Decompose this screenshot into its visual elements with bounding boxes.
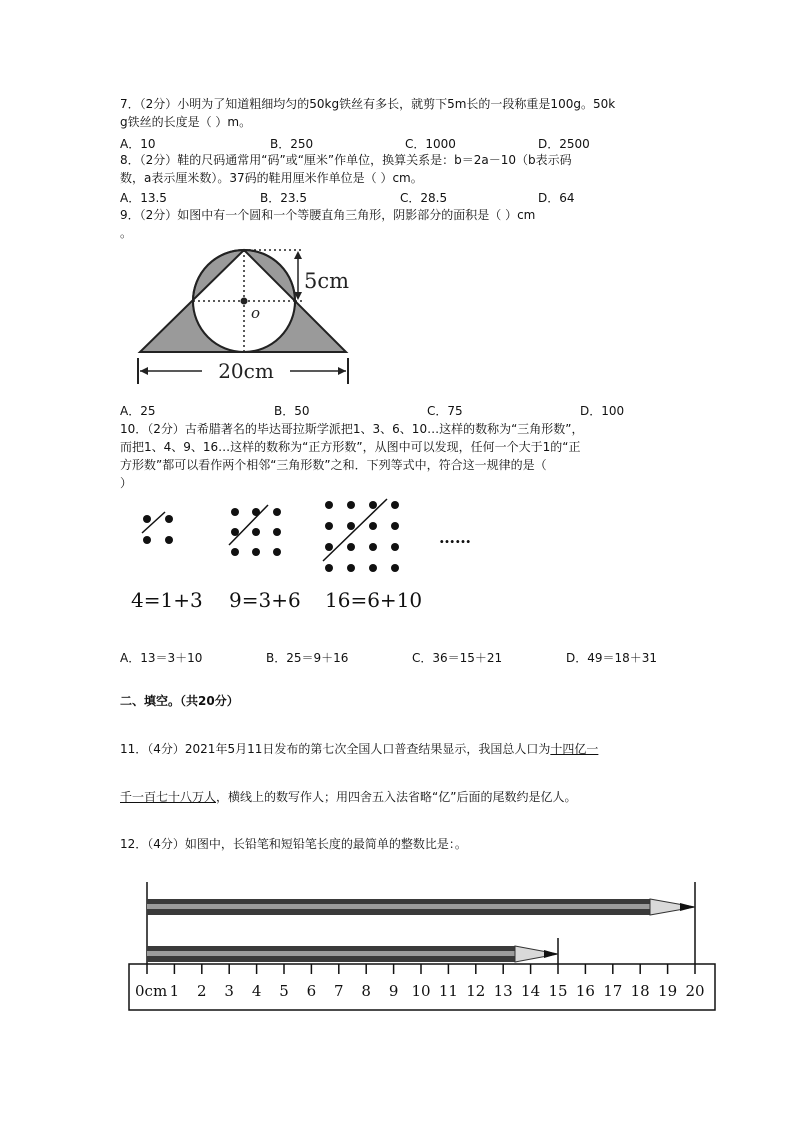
- q8-options: [120, 189, 680, 206]
- q8-option-d: D．64: [538, 191, 575, 205]
- q10-options: [120, 649, 680, 666]
- dim-arrow-right: [338, 367, 346, 375]
- q8-option-b: B．23.5: [260, 191, 307, 205]
- q9-option-a: A．25: [120, 404, 156, 418]
- q9-line1: 9．（2分）如图中有一个圆和一个等腰直角三角形，阴影部分的面积是（ ）cm: [120, 208, 536, 222]
- ruler-label-19: 19: [658, 982, 678, 1000]
- q11-line1: [120, 741, 598, 758]
- q11-part2: ，横线上的数写作人；用四舍五入法省略“亿”后面的尾数约是亿人。: [216, 790, 577, 804]
- dots-4x4: [325, 501, 399, 572]
- label-20cm: 20cm: [218, 359, 274, 383]
- q7-option-b: B．250: [270, 137, 314, 151]
- q10-line3: 方形数”都可以看作两个相邻“三角形数”之和．下列等式中，符合这一规律的是（: [120, 458, 547, 472]
- equation-1: 4=1+3: [131, 588, 203, 612]
- ruler-label-1: 1: [169, 982, 180, 1000]
- q12-text: 12．（4分）如图中，长铅笔和短铅笔长度的最简单的整数比是：。: [120, 837, 467, 851]
- q10-line4: ）: [120, 476, 133, 490]
- ruler-label-10: 10: [411, 982, 431, 1000]
- equation-3: 16=6+10: [325, 588, 423, 612]
- q10-line2: 而把1、4、9、16…这样的数称为“正方形数”，从图中可以发现，任何一个大于1的“正: [120, 440, 581, 454]
- q8-line1: 8．（2分）鞋的尺码通常用“码”或“厘米”作单位，换算关系是：b＝2a－10（b表示码: [120, 153, 572, 167]
- section-heading: 二、填空。（共20分）: [120, 694, 239, 708]
- short-pencil-lead: [544, 950, 558, 958]
- short-pencil-stripe: [147, 951, 515, 956]
- q11-part1: 11．（4分）2021年5月11日发布的第七次全国人口普查结果显示，我国总人口为: [120, 742, 551, 756]
- q12-figure: [125, 878, 720, 1014]
- q10-figure: [125, 495, 485, 620]
- long-pencil-stripe: [147, 904, 650, 909]
- q10-option-c: C．36＝15＋21: [412, 651, 503, 665]
- q7-options: [120, 135, 680, 152]
- q9-option-c: C．75: [427, 404, 463, 418]
- q7-option-a: A．10: [120, 137, 156, 151]
- ruler-label-16: 16: [575, 982, 595, 1000]
- q9-option-b: B．50: [274, 404, 310, 418]
- ruler-label-6: 6: [306, 982, 317, 1000]
- ruler-label-3: 3: [224, 982, 234, 1000]
- q9-figure: [130, 222, 370, 390]
- q11-line2: [120, 789, 576, 806]
- divider-4x4: [323, 499, 387, 561]
- q10-option-d: D．49＝18＋31: [566, 651, 658, 665]
- ruler-label-8: 8: [361, 982, 371, 1000]
- ruler-label-13: 13: [493, 982, 513, 1000]
- dim-arrow-left: [140, 367, 148, 375]
- ruler-label-12: 12: [466, 982, 486, 1000]
- q9-options: [120, 402, 680, 419]
- q7-line1: 7．（2分）小明为了知道粗细均匀的50kg铁丝有多长，就剪下5m长的一段称重是100g。50k: [120, 97, 616, 111]
- q10-option-b: B．25＝9＋16: [266, 651, 349, 665]
- label-o: o: [251, 304, 261, 322]
- q7-line2: g铁丝的长度是（ ）m。: [120, 115, 252, 129]
- ruler-label-15: 15: [548, 982, 568, 1000]
- ruler-label-20: 20: [685, 982, 705, 1000]
- ruler-label-11: 11: [438, 982, 458, 1000]
- q11-underlined-2: 千一百七十八万人: [120, 790, 217, 804]
- ruler-label-7: 7: [334, 982, 344, 1000]
- ruler-label-14: 14: [521, 982, 541, 1000]
- equation-2: 9=3+6: [229, 588, 301, 612]
- ruler-label-18: 18: [630, 982, 650, 1000]
- center-point: [241, 298, 248, 305]
- q8-line2: 数，a表示厘米数）。37码的鞋用厘米作单位是（ ）cm。: [120, 171, 423, 185]
- dots-3x3: [231, 508, 281, 556]
- ruler-label-5: 5: [279, 982, 289, 1000]
- ruler-label-4: 4: [251, 982, 262, 1000]
- ruler-label-9: 9: [388, 982, 399, 1000]
- q7-option-c: C．1000: [405, 137, 456, 151]
- ellipsis: ……: [439, 528, 471, 547]
- q10-line1: 10．（2分）古希腊著名的毕达哥拉斯学派把1、3、6、10…这样的数称为“三角形数”，: [120, 422, 584, 436]
- label-5cm: 5cm: [304, 269, 350, 293]
- ruler-label-17: 17: [603, 982, 623, 1000]
- ruler-label-0: 0cm: [135, 982, 168, 1000]
- q7-option-d: D．2500: [538, 137, 590, 151]
- dim-arrow-up: [294, 251, 302, 259]
- q9-option-d: D．100: [580, 404, 625, 418]
- q9-line2: 。: [120, 226, 133, 240]
- ruler-label-2: 2: [197, 982, 207, 1000]
- q10-option-a: A．13＝3＋10: [120, 651, 203, 665]
- q8-option-a: A．13.5: [120, 191, 167, 205]
- q11-underlined-1: 十四亿一: [550, 742, 599, 756]
- q8-option-c: C．28.5: [400, 191, 448, 205]
- long-pencil-lead: [680, 903, 695, 911]
